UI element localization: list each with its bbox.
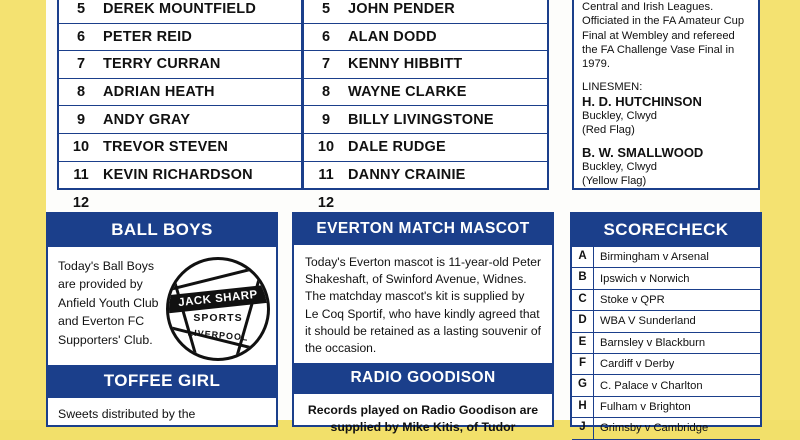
scorecheck-row [572,418,760,439]
spacer [582,72,750,80]
away-team-lineup [303,0,549,211]
lineup-row [59,51,301,79]
player-number: 9 [321,111,331,128]
lineup-row [59,134,301,162]
radio-goodison-title: RADIO GOODISON [294,363,552,394]
player-number: 11 [73,166,89,183]
player-name: JOHN PENDER [348,1,455,18]
mascot-text: Today's Everton mascot is 11-year-old Peter Shakeshaft, of Swinford Avenue, Widnes. The matchday mascot's kit is supplied by Le Coq Sportif, who have kindly agreed that it should be retained as a lasting souvenir of the occasion. [305,255,541,355]
page-margin-right [760,0,800,420]
radio-goodison-text: Records played on Radio Goodison are supplied by Mike Kitis, of Tudor [307,403,539,435]
scorecheck-row [572,375,760,396]
player-name: TERRY CURRAN [103,56,221,73]
ball-boys-text: Today's Ball Boys are provided by Anfield Youth Club and Everton FC Supporters' Club. [58,259,159,347]
player-number: 5 [76,1,86,18]
jack-sharp-sports-logo [166,257,266,357]
lineup-row [59,106,301,134]
scorecheck-match: Ipswich v Norwich [600,272,690,285]
football-icon [166,257,270,361]
scorecheck-letter: J [572,418,594,438]
ball-boys-title: BALL BOYS [48,214,276,247]
scorecheck-match: Barnsley v Blackburn [600,336,706,349]
linesman-flag: (Red Flag) [582,123,635,136]
scorecheck-match: Stoke v QPR [600,293,665,306]
scorecheck-letter: G [572,375,594,395]
lineup-row [59,0,301,24]
lineup-row [59,162,301,190]
scorecheck-match: C. Palace v Charlton [600,379,703,392]
mascot-title: EVERTON MATCH MASCOT [294,214,552,245]
scorecheck-row [572,311,760,332]
toffee-girl-title: TOFFEE GIRL [48,365,276,398]
scorecheck-letter: H [572,397,594,417]
ball-boys-body [48,247,276,363]
player-name: KENNY HIBBITT [348,56,463,73]
player-name: ANDY GRAY [103,111,191,128]
player-number: 9 [76,111,86,128]
linesman-name: H. D. HUTCHINSON [582,93,702,109]
toffee-girl-text: Sweets distributed by the [58,407,196,421]
lineup-row [304,24,547,52]
lineup-row [304,0,547,24]
player-name: DALE RUDGE [348,139,446,156]
scorecheck-row [572,290,760,311]
linesman-town: Buckley, Clwyd [582,109,658,122]
player-name: DEREK MOUNTFIELD [103,1,257,18]
player-number: 7 [76,56,86,73]
logo-bottom-text: LIVERPOOL [187,327,249,343]
player-number: 10 [317,139,335,156]
lineup-row [304,162,547,190]
scorecheck-match: Cardiff v Derby [600,358,675,371]
lineup-row [304,51,547,79]
lineup-row [304,134,547,162]
linesman-town: Buckley, Clwyd [582,160,658,173]
spacer [582,137,750,145]
player-number: 12 [72,194,90,211]
scorecheck-panel [570,212,762,435]
player-name: ADRIAN HEATH [103,84,215,101]
scorecheck-match: Fulham v Brighton [600,400,691,413]
player-name: DANNY CRAINIE [348,166,466,183]
player-number: 8 [76,84,86,101]
scorecheck-letter: C [572,290,594,310]
logo-top-band [166,285,270,314]
scorecheck-match: WBA V Sunderland [600,315,696,328]
scorecheck-match: Birmingham v Arsenal [600,251,709,264]
scorecheck-row [572,397,760,418]
player-name: TREVOR STEVEN [103,139,229,156]
ball-boys-panel [46,212,278,427]
home-team-lineup [57,0,303,211]
player-name: PETER REID [103,28,193,45]
scorecheck-title: SCORECHECK [572,214,760,247]
scorecheck-row [572,247,760,268]
logo-mid-text: SPORTS [193,312,243,324]
scorecheck-letter: D [572,311,594,331]
scorecheck-row [572,354,760,375]
scorecheck-match: Grimsby v Cambridge [600,422,709,435]
player-name: ALAN DODD [348,28,437,45]
player-number: 8 [321,84,331,101]
player-name: BILLY LIVINGSTONE [348,111,494,128]
scorecheck-row [572,333,760,354]
linesman-flag: (Yellow Flag) [582,174,647,187]
page-margin-left [0,0,46,420]
lineup-row [304,79,547,107]
scorecheck-letter: F [572,354,594,374]
scorecheck-row [572,268,760,289]
player-number: 7 [321,56,331,73]
player-number: 11 [318,166,334,183]
everton-match-mascot-panel [292,212,554,435]
scorecheck-letter: E [572,333,594,353]
lineup-row [59,24,301,52]
linesmen-label: LINESMEN: [582,80,643,93]
lineup-row [59,79,301,107]
logo-top-text: JACK SHARP [177,288,259,310]
scorecheck-letter: B [572,268,594,288]
player-name: WAYNE CLARKE [348,84,467,101]
player-number: 10 [72,139,90,156]
lineups-section [57,0,549,211]
player-number: 12 [317,194,335,211]
scorecheck-letter: A [572,247,594,267]
player-number: 6 [321,28,331,45]
match-officials-panel [572,0,760,190]
player-number: 6 [76,28,86,45]
lineup-row [304,106,547,134]
linesman-name: B. W. SMALLWOOD [582,144,704,160]
referee-blurb: Central and Irish Leagues. Officiated in the FA Amateur Cup Final at Wembley and refereed the FA Challenge Vase Final in 1979. [582,1,745,71]
player-number: 5 [321,1,331,18]
player-name: KEVIN RICHARDSON [103,166,253,183]
